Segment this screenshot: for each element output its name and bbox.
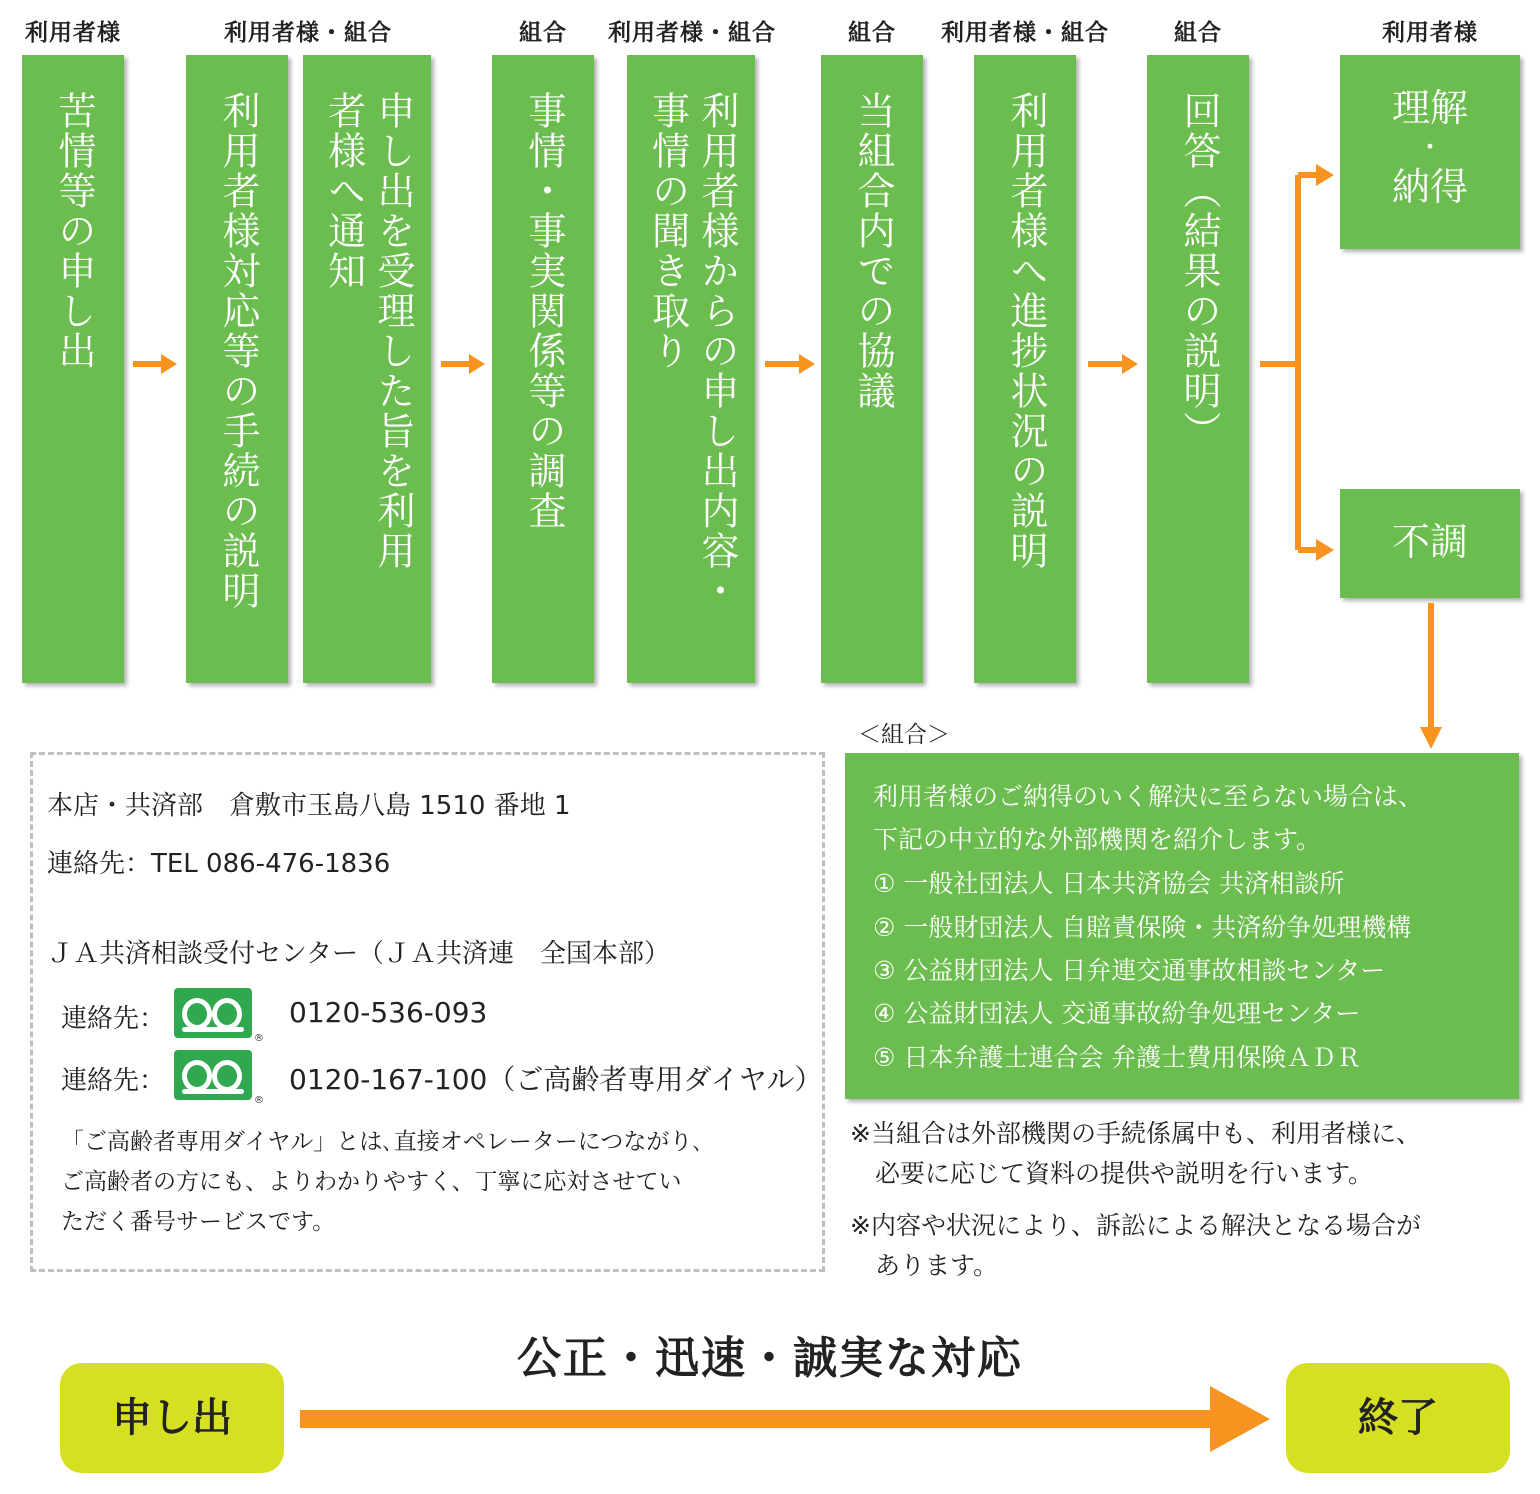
arrow-3 [765, 361, 801, 367]
note-line-3: ※内容や状況により、訴訟による解決となる場合が [850, 1211, 1421, 1240]
outcome-understood [1340, 55, 1520, 249]
step-internal-discussion [821, 55, 923, 683]
arrow-4 [1088, 361, 1124, 367]
step-receipt-notice [303, 55, 431, 683]
down-arrow [1416, 603, 1446, 751]
header-user-union-1: 利用者様・組合 [224, 20, 392, 46]
elderly-dial-desc-1: 「ご高齢者専用ダイヤル」とは､直接オペレーターにつながり､ [61, 1129, 704, 1155]
step-hearing-label: 利用者様からの申し出内容・ 事情の聞き取り [645, 91, 739, 611]
header-union-1: 組合 [519, 20, 567, 46]
end-box: 終了 [1286, 1363, 1510, 1473]
step-complaint-label: 苦情等の申し出 [52, 91, 96, 371]
footer-arrow [300, 1384, 1275, 1454]
freedial-number-1[interactable]: 0120-536-093 [289, 996, 488, 1029]
contact-info-box [30, 752, 825, 1272]
head-office-tel: 連絡先：TEL 086-476-1836 [47, 849, 391, 879]
header-union-3: 組合 [1174, 20, 1222, 46]
step-procedure-explanation-label: 利用者様対応等の手続の説明 [216, 91, 260, 611]
outcome-understood-line1: 理解 [1391, 86, 1468, 130]
outcome-understood-line3: 納得 [1391, 164, 1468, 209]
arrow-1 [133, 361, 163, 367]
note-line-1: ※当組合は外部機関の手続係属中も、利用者様に、 [850, 1119, 1421, 1148]
center-name: ＪＡ共済相談受付センター（ＪＡ共済連 全国本部） [47, 939, 670, 969]
step-answer [1147, 55, 1249, 683]
external-line-1: 利用者様のご納得のいく解決に至らない場合は、 [873, 782, 1424, 811]
header-user-1: 利用者様 [25, 20, 121, 46]
header-user-union-2: 利用者様・組合 [608, 20, 776, 46]
elderly-dial-desc-3: ただく番号サービスです。 [61, 1209, 336, 1235]
step-complaint [22, 55, 124, 683]
header-user-union-3: 利用者様・組合 [941, 20, 1109, 46]
header-union-2: 組合 [848, 20, 896, 46]
header-user-2: 利用者様 [1382, 20, 1478, 46]
contact-label-1: 連絡先： [61, 1004, 166, 1034]
step-internal-discussion-label: 当組合内での協議 [851, 91, 895, 411]
external-line-7: ⑤ 日本弁護士連合会 弁護士費用保険ＡＤＲ [873, 1043, 1362, 1072]
external-line-5: ③ 公益財団法人 日弁連交通事故相談センター [873, 956, 1386, 985]
step-investigation [492, 55, 594, 683]
step-progress-explanation-label: 利用者様へ進捗状況の説明 [1004, 91, 1048, 571]
step-hearing [627, 55, 755, 683]
contact-label-2: 連絡先： [61, 1066, 166, 1096]
freedial-icon: ® [174, 1050, 252, 1100]
outcome-understood-line2: ・ [1416, 132, 1443, 163]
outcome-failed [1340, 489, 1520, 598]
outcome-failed-label: 不調 [1391, 520, 1468, 564]
freedial-icon: ® [174, 988, 252, 1038]
elderly-dial-desc-2: ご高齢者の方にも、よりわかりやすく、丁寧に応対させてい [61, 1169, 682, 1195]
branch-arrow [1258, 155, 1348, 575]
external-institutions-box [845, 753, 1519, 1099]
note-line-2: 必要に応じて資料の提供や説明を行います。 [850, 1159, 1374, 1188]
external-label: ＜組合＞ [858, 722, 950, 748]
external-line-3: ① 一般社団法人 日本共済協会 共済相談所 [873, 869, 1345, 898]
step-progress-explanation [974, 55, 1076, 683]
external-line-4: ② 一般財団法人 自賠責保険・共済紛争処理機構 [873, 913, 1412, 942]
external-line-6: ④ 公益財団法人 交通事故紛争処理センター [873, 999, 1361, 1028]
note-line-4: あります。 [850, 1251, 999, 1280]
freedial-number-2[interactable]: 0120-167-100（ご高齢者専用ダイヤル） [289, 1063, 823, 1096]
step-procedure-explanation [186, 55, 288, 683]
slogan: 公正・迅速・誠実な対応 [517, 1333, 1023, 1384]
step-answer-label: 回答（結果の説明） [1177, 91, 1221, 451]
head-office-address: 本店・共済部 倉敷市玉島八島 1510 番地 1 [47, 791, 571, 821]
step-investigation-label: 事情・事実関係等の調査 [522, 91, 566, 531]
arrow-2 [441, 361, 471, 367]
step-receipt-notice-label: 申し出を受理した旨を利用 者様へ通知 [321, 91, 415, 571]
start-box: 申し出 [60, 1363, 284, 1473]
external-line-2: 下記の中立的な外部機関を紹介します。 [873, 825, 1322, 854]
